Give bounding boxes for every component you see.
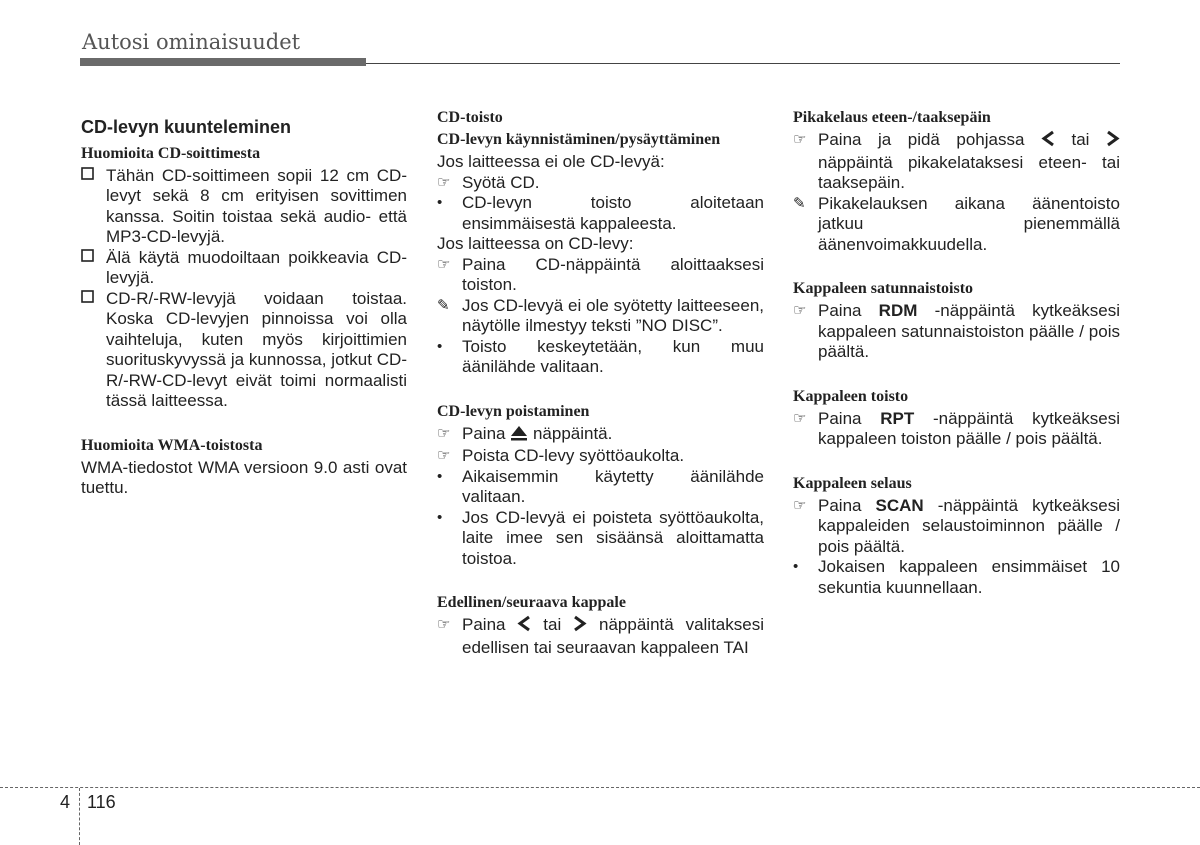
- header-title: Autosi ominaisuudet: [82, 30, 301, 54]
- section-number: 4: [60, 792, 71, 812]
- list-item: ☞ Poista CD-levy syöttöaukolta.: [437, 446, 685, 465]
- list-item: ☞ Paina tai näppäintä valitaksesi edellisen tai seuraavan kappaleen TAI: [437, 615, 764, 657]
- pointing-hand-icon: ☞: [437, 616, 451, 633]
- subsection-title: Pikakelaus eteen-/taaksepäin: [793, 109, 991, 126]
- bullet-dot: •: [437, 467, 443, 485]
- list-item: ☞ Paina näppäintä.: [437, 424, 764, 447]
- chevron-left-icon: [1041, 130, 1055, 153]
- pointing-hand-icon: ☞: [793, 496, 807, 514]
- list-item: ☞ Paina RDM -näppäintä kytkeäksesi kappaleen satunnaistoiston päälle / pois päältä.: [793, 301, 1120, 361]
- list-item: ☞ Syötä CD.: [437, 172, 540, 192]
- list-item: • Toisto keskeytetään, kun muu äänilähde valitaan.: [437, 336, 764, 376]
- list-item: ☞ Paina SCAN -näppäintä kytkeäksesi kappaleiden selaustoiminnon päälle / pois päältä.: [793, 495, 1120, 556]
- chevron-right-icon: [573, 615, 587, 638]
- checkbox-icon: [81, 289, 103, 310]
- checkbox-icon: [81, 248, 103, 269]
- subsection-title: Kappaleen toisto: [793, 387, 909, 405]
- section-title: CD-toisto: [437, 109, 503, 126]
- bullet-dot: •: [437, 337, 443, 355]
- list-item: ☞ Paina CD-näppäintä aloittaaksesi toiston.: [437, 254, 764, 294]
- section-title: CD-levyn kuunteleminen: [81, 117, 292, 137]
- column-3: [793, 108, 1120, 598]
- footer-rule: [0, 787, 1200, 788]
- paragraph: WMA-tiedostot WMA versioon 9.0 asti ovat tuettu.: [81, 457, 407, 497]
- pointing-hand-icon: ☞: [793, 302, 807, 319]
- subsection-title: Kappaleen selaus: [793, 474, 912, 492]
- column-1: [81, 108, 407, 499]
- pencil-note-icon: ✎: [793, 194, 806, 212]
- footer-divider: [79, 788, 80, 845]
- paragraph: Jos laitteessa ei ole CD-levyä:: [437, 152, 665, 171]
- chevron-right-icon: [1106, 130, 1120, 153]
- subsection-title: Kappaleen satunnaistoisto: [793, 280, 974, 297]
- subsection-title: CD-levyn poistaminen: [437, 402, 590, 420]
- page-number: 116: [87, 792, 116, 812]
- list-item: Älä käytä muodoiltaan poikkeavia CD-levyjä.: [81, 248, 407, 289]
- bullet-dot: •: [437, 508, 443, 526]
- checkbox-icon: [81, 166, 103, 187]
- key-label: RDM: [878, 301, 918, 320]
- list-item: ✎ Pikakelauksen aikana äänentoisto jatkuu pienemmällä äänenvoimakkuudella.: [793, 193, 1120, 254]
- key-label: SCAN: [875, 495, 924, 515]
- subsection-title: Huomioita CD-soittimesta: [81, 144, 261, 162]
- eject-icon: [510, 425, 528, 447]
- header-rule: [366, 63, 1120, 64]
- list-item: CD-R/-RW-levyjä voidaan toistaa. Koska CD-levyjen pinnoissa voi olla vaihteluja, kuten myös kirjoittimien suorituskyvyssä ja kunnossa, jotkut CD-R/-RW-CD-levyt eivät toimi normaalisti tässä laitteessa.: [81, 289, 407, 412]
- column-2: [437, 108, 764, 658]
- pencil-note-icon: ✎: [437, 296, 450, 314]
- pointing-hand-icon: ☞: [793, 409, 807, 427]
- pointing-hand-icon: ☞: [437, 447, 451, 464]
- paragraph: Jos laitteessa on CD-levy:: [437, 234, 634, 253]
- bullet-dot: •: [437, 194, 443, 211]
- list-item: • Jos CD-levyä ei poisteta syöttöaukolta, laite imee sen sisäänsä aloittamatta toistoa.: [437, 507, 764, 568]
- list-item: • Jokaisen kappaleen ensimmäiset 10 sekuntia kuunnellaan.: [793, 557, 1120, 597]
- pointing-hand-icon: ☞: [437, 173, 451, 191]
- subsection-title: CD-levyn käynnistäminen/pysäyttäminen: [437, 131, 721, 148]
- key-label: RPT: [880, 408, 915, 428]
- list-item: ☞ Paina ja pidä pohjassa tai näppäintä pikakelataksesi eteen- tai taaksepäin.: [793, 130, 1120, 192]
- pointing-hand-icon: ☞: [793, 131, 807, 148]
- header-bar: [80, 58, 366, 66]
- pointing-hand-icon: ☞: [437, 424, 451, 442]
- subsection-title: Huomioita WMA-toistosta: [81, 436, 263, 454]
- pointing-hand-icon: ☞: [437, 255, 451, 273]
- list-item: ☞ Paina RPT -näppäintä kytkeäksesi kappaleen toiston päälle / pois päältä.: [793, 408, 1120, 448]
- subsection-title: Edellinen/seuraava kappale: [437, 594, 626, 611]
- chevron-left-icon: [517, 615, 531, 638]
- list-item: Tähän CD-soittimeen sopii 12 cm CD-levyt sekä 8 cm erityisen sovittimen kanssa. Soitin toistaa sekä audio- että MP3-CD-levyjä.: [81, 166, 407, 248]
- list-item: • Aikaisemmin käytetty äänilähde valitaan.: [437, 466, 764, 506]
- list-item: ✎ Jos CD-levyä ei ole syötetty laitteeseen, näytölle ilmestyy teksti ”NO DISC”.: [437, 295, 764, 335]
- list-item: • CD-levyn toisto aloitetaan ensimmäisestä kappaleesta.: [437, 193, 764, 233]
- bullet-dot: •: [793, 558, 799, 575]
